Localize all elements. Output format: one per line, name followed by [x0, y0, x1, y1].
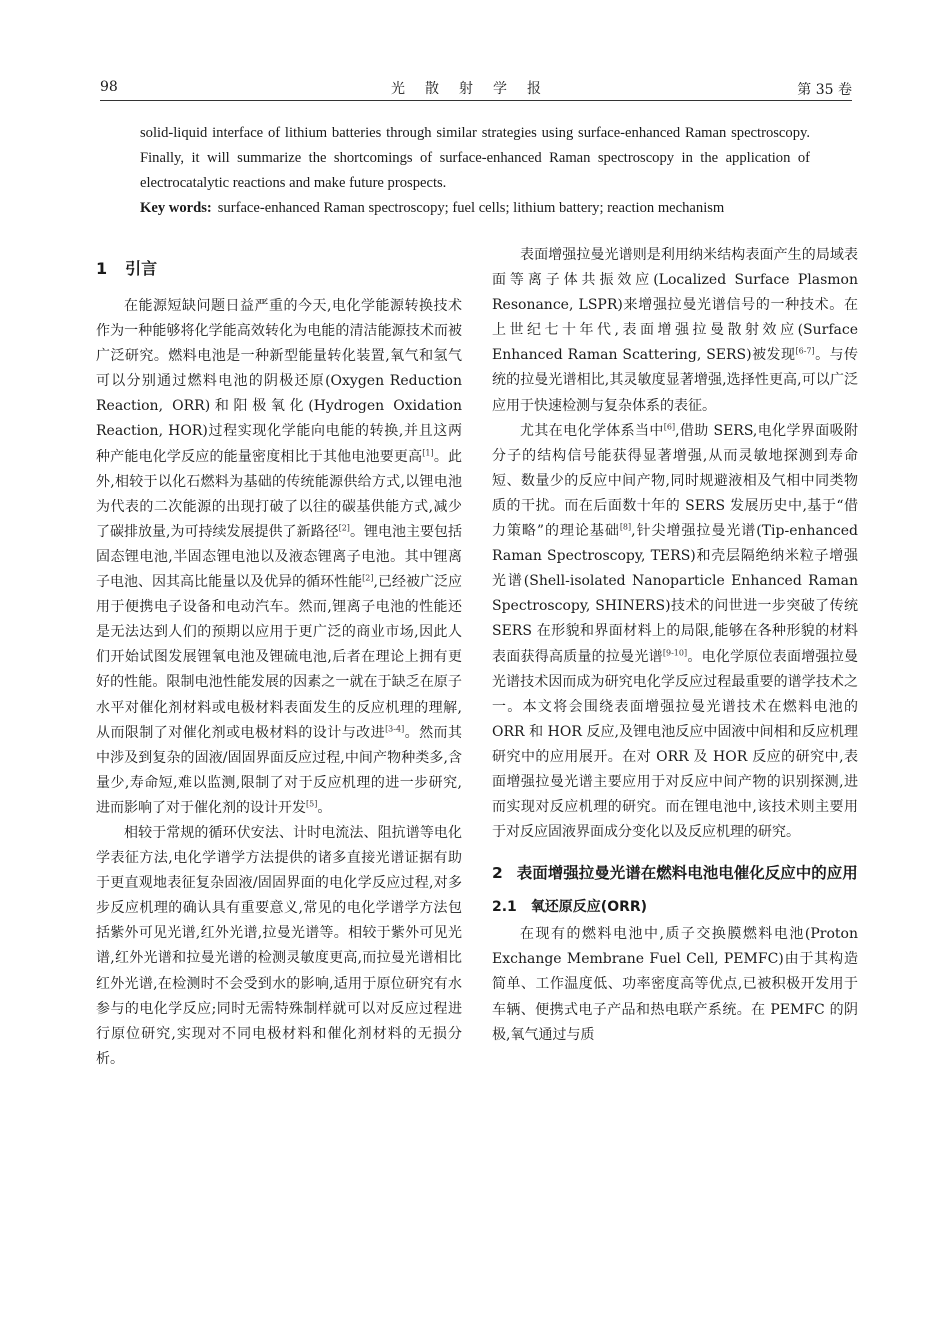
intro-paragraph-1: 在能源短缺问题日益严重的今天,电化学能源转换技术作为一种能够将化学能高效转化为电能的清洁能源技术而被广泛研究。燃料电池是一种新型能量转化装置,氧气和氢气可以分别通过燃料电池的阴极还原(Oxygen Reduction Reaction, ORR)和阳极氧化(Hydrogen Oxidation Reaction, HOR)过程实现化学能向电能的转换,并且这两种产能电化学反应的能量密度相比于其他电池要更高[1]。此外,相较于以化石燃料为基础的传统能源供给方式,以锂电池为代表的二次能源的出现打破了以往的碳基供能方式,减少了碳排放量,为可持续发展提供了新路径[2]。锂电池主要包括固态锂电池,半固态锂电池以及液态锂离子电池。其中锂离子电池、因其高比能量以及优异的循环性能[2],已经被广泛应用于便携电子设备和电动汽车。然而,锂离子电池的性能还是无法达到人们的预期以应用于更广泛的商业市场,因此人们开始试图发展锂氧电池及锂硫电池,后者在理论上拥有更好的性能。限制电池性能发展的因素之一就在于缺乏在原子水平对催化剂材料或电极材料表面发生的反应机理的理解,从而限制了对催化剂或电极材料的设计与改进[3-4]。然而其中涉及到复杂的固液/固固界面反应过程,中间产物种类多,含量少,寿命短,难以监测,限制了对于反应机理的进一步研究,进而影响了对于催化剂的设计开发[5]。 [96, 298, 463, 816]
page-number: 98 [100, 79, 118, 95]
keywords-text: surface-enhanced Raman spectroscopy; fuel cells; lithium battery; reaction mechanism [217, 200, 725, 216]
section-number: 1 [96, 259, 108, 278]
running-header [100, 76, 852, 102]
citation: [5] [306, 799, 318, 809]
section-2-heading [492, 859, 858, 887]
citation: [9-10] [662, 647, 688, 657]
intro-paragraph-2: 相较于常规的循环伏安法、计时电流法、阻抗谱等电化学表征方法,电化学谱学方法提供的诸多直接光谱证据有助于更直观地表征复杂固液/固固界面的电化学反应过程,对多步反应机理的确认具有重要意义,常见的电化学谱学方法包括紫外可见光谱,红外光谱,拉曼光谱等。相较于紫外可见光谱,红外光谱和拉曼光谱的检测灵敏度更高,而拉曼光谱相比红外光谱,在检测时不会受到水的影响,适用于原位研究有水参与的电化学反应;同时无需特殊制样就可以对反应过程进行原位研究,实现对不同电极材料和催化剂材料的无损分析。 [96, 824, 462, 1067]
journal-title: 光散射学报 [391, 81, 561, 97]
citation: [3-4] [385, 723, 405, 733]
intro-paragraph-4: 尤其在电化学体系当中[6],借助 SERS,电化学界面吸附分子的结构信号能获得显著增强,从而灵敏地探测到寿命短、数量少的反应中间产物,同时规避液相及气相中同类物质的干扰。而在后面数十年的 SERS 发展历史中,基于“借力策略”的理论基础[8],针尖增强拉曼光谱(Tip-enhanced Raman Spectroscopy, TERS)和壳层隔绝纳米粒子增强光谱(Shell-isolated Nanoparticle Enhanced Raman Spectroscopy, SHINERS)技术的问世进一步突破了传统 SERS 在形貌和界面材料上的局限,能够在各种形貌的材料表面获得高质量的拉曼光谱[9-10]。电化学原位表面增强拉曼光谱技术因而成为研究电化学反应过程最重要的谱学技术之一。本文将会围绕表面增强拉曼光谱技术在燃料电池的 ORR 和 HOR 反应,及锂电池反应中固液中间相和反应机理研究中的应用展开。在对 ORR 及 HOR 反应的研究中,表面增强拉曼光谱主要应用于对反应中间产物的识别探测,进而实现对反应机理的研究。而在锂电池中,该技术则主要用于对反应固液界面成分变化以及反应机理的研究。 [492, 422, 859, 841]
keywords-line [140, 196, 810, 221]
section-1-heading [96, 256, 462, 282]
subsection-title: 氧还原反应(ORR) [530, 899, 648, 916]
subsection-number: 2.1 [492, 899, 517, 916]
english-abstract [140, 121, 810, 221]
section-title: 表面增强拉曼光谱在燃料电池电催化反应中的应用 [516, 864, 858, 883]
subsection-2-1-heading [492, 895, 858, 920]
keywords-label: Key words: [140, 200, 212, 216]
right-column [492, 243, 858, 1048]
header-rule [100, 100, 852, 101]
citation: [1] [422, 447, 434, 457]
citation: [2] [362, 573, 374, 583]
left-column [96, 256, 462, 1072]
citation: [2] [338, 523, 350, 533]
intro-paragraph-3: 表面增强拉曼光谱则是利用纳米结构表面产生的局域表面等离子体共振效应(Localized Surface Plasmon Resonance, LSPR)来增强拉曼光谱信号的一种技术。在上世纪七十年代,表面增强拉曼散射效应(Surface Enhanced Raman Scattering, SERS)被发现[6-7]。与传统的拉曼光谱相比,其灵敏度显著增强,选择性更高,可以广泛应用于快速检测与复杂体系的表征。 [492, 247, 859, 414]
citation: [6] [663, 422, 676, 431]
citation: [6-7] [795, 346, 815, 356]
citation: [8] [619, 522, 632, 532]
abstract-text: solid-liquid interface of lithium batteries through similar strategies using surface-enhanced Raman spectroscopy. Finally, it will summarize the shortcomings of surface-enhanced Raman spectroscopy in the application of electrocatalytic reactions and make future prospects. [140, 125, 810, 191]
volume-label: 第 35 卷 [797, 82, 852, 98]
section-number: 2 [492, 864, 503, 883]
section-title: 引言 [125, 259, 158, 278]
orr-paragraph-1: 在现有的燃料电池中,质子交换膜燃料电池(Proton Exchange Membrane Fuel Cell, PEMFC)由于其构造简单、工作温度低、功率密度高等优点,已被积极开发用于车辆、便携式电子产品和热电联产系统。在 PEMFC 的阴极,氧气通过与质 [492, 926, 858, 1043]
